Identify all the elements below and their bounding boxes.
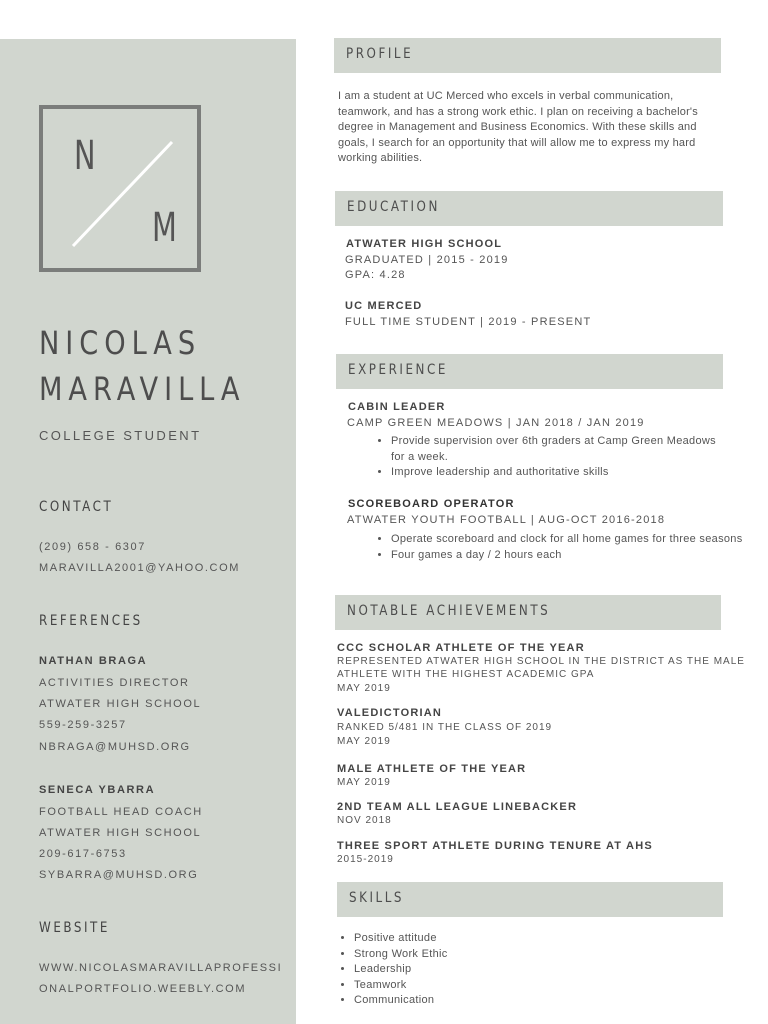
profile-text: I am a student at UC Merced who excels in verbal communication, teamwork, and has a strong work ethic. I plan on receiving a bachelor's degree in Management and Business Economics. With these skills and goals, I search for an opportunity that will allow me to express my hard working abilities. bbox=[338, 90, 698, 164]
achievement-title: THREE SPORT ATHLETE DURING TENURE AT AHS bbox=[337, 840, 653, 852]
achievement-date: MAY 2019 bbox=[337, 683, 391, 694]
reference-email[interactable]: NBRAGA@MUHSD.ORG bbox=[39, 741, 191, 753]
reference-role: FOOTBALL HEAD COACH bbox=[39, 806, 203, 818]
experience-section-header bbox=[336, 354, 723, 389]
reference-org: ATWATER HIGH SCHOOL bbox=[39, 827, 202, 839]
monogram-first-letter: N bbox=[74, 133, 97, 179]
education-gpa: GPA: 4.28 bbox=[345, 269, 406, 281]
education-school: ATWATER HIGH SCHOOL bbox=[346, 238, 503, 250]
first-name: NICOLAS bbox=[39, 324, 202, 362]
achievement-title: 2ND TEAM ALL LEAGUE LINEBACKER bbox=[337, 801, 578, 813]
job-subtitle: COLLEGE STUDENT bbox=[39, 428, 202, 443]
reference-org: ATWATER HIGH SCHOOL bbox=[39, 698, 202, 710]
achievement-date: MAY 2019 bbox=[337, 736, 391, 747]
achievements-section-header bbox=[335, 595, 721, 630]
skill-item: • Teamwork bbox=[354, 978, 604, 994]
profile-section-header bbox=[334, 38, 721, 73]
monogram-last-letter: M bbox=[152, 205, 178, 251]
skill-item: • Leadership bbox=[354, 962, 604, 978]
contact-phone: (209) 658 - 6307 bbox=[39, 541, 146, 553]
job-bullets bbox=[373, 532, 751, 563]
job-bullet: • Improve leadership and authoritative skills bbox=[391, 465, 731, 481]
job-bullet: • Four games a day / 2 hours each bbox=[391, 548, 751, 564]
job-bullets bbox=[373, 434, 731, 481]
achievement-description: ATHLETE WITH THE HIGHEST ACADEMIC GPA bbox=[337, 669, 595, 680]
education-section-header bbox=[335, 191, 723, 226]
achievement-title: VALEDICTORIAN bbox=[337, 707, 443, 719]
job-title: CABIN LEADER bbox=[348, 401, 446, 413]
skill-item: • Communication bbox=[354, 993, 604, 1009]
references-heading: REFERENCES bbox=[39, 613, 143, 629]
skills-section-header bbox=[337, 882, 723, 917]
experience-heading: EXPERIENCE bbox=[348, 362, 448, 378]
website-heading: WEBSITE bbox=[39, 920, 110, 936]
achievement-date: NOV 2018 bbox=[337, 815, 392, 826]
reference-name: NATHAN BRAGA bbox=[39, 655, 148, 667]
job-title: SCOREBOARD OPERATOR bbox=[348, 498, 515, 510]
job-bullet: • Operate scoreboard and clock for all home games for three seasons bbox=[391, 532, 751, 548]
full-name bbox=[39, 320, 252, 412]
achievement-description: RANKED 5/481 IN THE CLASS OF 2019 bbox=[337, 722, 553, 733]
education-heading: EDUCATION bbox=[347, 199, 440, 215]
achievement-title: MALE ATHLETE OF THE YEAR bbox=[337, 763, 527, 775]
website-url-line1[interactable]: WWW.NICOLASMARAVILLAPROFESSI bbox=[39, 962, 283, 974]
monogram-logo bbox=[39, 105, 201, 272]
job-detail: CAMP GREEN MEADOWS | JAN 2018 / JAN 2019 bbox=[347, 417, 645, 429]
skills-heading: SKILLS bbox=[349, 890, 404, 906]
achievement-date: MAY 2019 bbox=[337, 777, 391, 788]
job-detail: ATWATER YOUTH FOOTBALL | AUG-OCT 2016-2018 bbox=[347, 514, 666, 526]
reference-phone: 559-259-3257 bbox=[39, 719, 127, 731]
reference-phone: 209-617-6753 bbox=[39, 848, 127, 860]
achievement-description: REPRESENTED ATWATER HIGH SCHOOL IN THE DISTRICT AS THE MALE bbox=[337, 656, 745, 667]
skill-item: • Positive attitude bbox=[354, 931, 604, 947]
reference-name: SENECA YBARRA bbox=[39, 784, 156, 796]
achievement-title: CCC SCHOLAR ATHLETE OF THE YEAR bbox=[337, 642, 585, 654]
education-school: UC MERCED bbox=[345, 300, 423, 312]
education-detail: FULL TIME STUDENT | 2019 - PRESENT bbox=[345, 316, 592, 328]
last-name: MARAVILLA bbox=[39, 370, 246, 408]
achievements-heading: NOTABLE ACHIEVEMENTS bbox=[347, 603, 551, 619]
website-url-line2[interactable]: ONALPORTFOLIO.WEEBLY.COM bbox=[39, 983, 247, 995]
profile-heading: PROFILE bbox=[346, 46, 414, 62]
education-detail: GRADUATED | 2015 - 2019 bbox=[345, 254, 509, 266]
skill-item: • Strong Work Ethic bbox=[354, 947, 604, 963]
contact-email[interactable]: MARAVILLA2001@YAHOO.COM bbox=[39, 562, 240, 574]
job-bullet: • Provide supervision over 6th graders at Camp Green Meadows for a week. bbox=[391, 434, 731, 465]
achievement-date: 2015-2019 bbox=[337, 854, 394, 865]
skills-list bbox=[336, 931, 604, 1009]
reference-email[interactable]: SYBARRA@MUHSD.ORG bbox=[39, 869, 199, 881]
contact-heading: CONTACT bbox=[39, 499, 114, 515]
reference-role: ACTIVITIES DIRECTOR bbox=[39, 677, 190, 689]
